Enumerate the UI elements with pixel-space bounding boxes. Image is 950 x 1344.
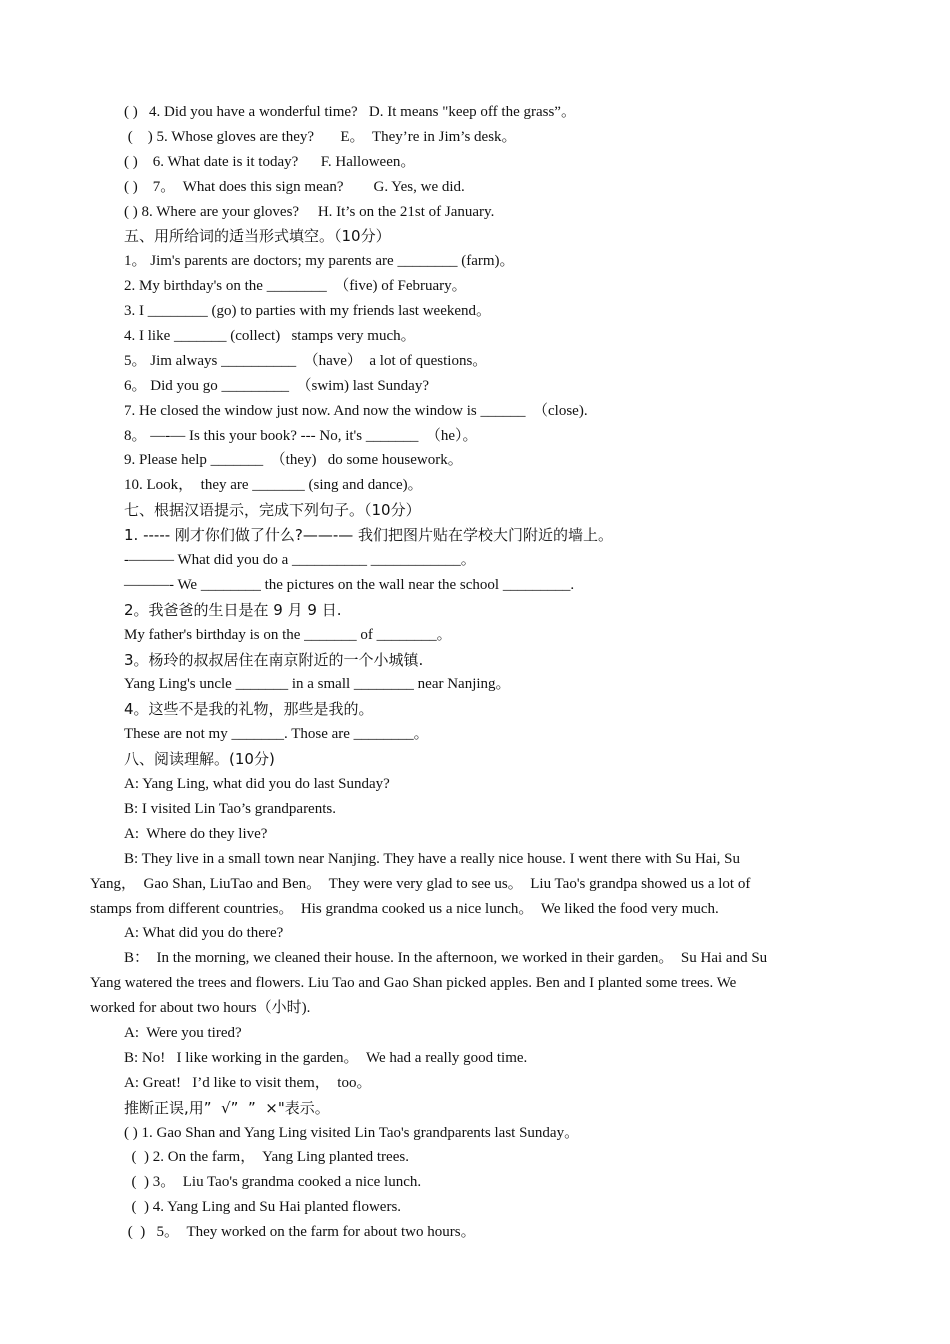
- section-7-line-9: These are not my _______. Those are ________。: [124, 726, 429, 743]
- section-5-item-3: 3. I ________ (go) to parties with my friends last weekend。: [124, 303, 492, 320]
- section-5-item-10: 10. Look， they are _______ (sing and dance)。: [124, 477, 423, 494]
- paragraph-1-line-1: B: They live in a small town near Nanjing. They have a really nice house. I went there with Su Hai, Su: [124, 850, 740, 867]
- paragraph-1-line-2: Yang， Gao Shan, LiuTao and Ben。 They were very glad to see us。 Liu Tao's grandpa showed us a lot of: [90, 875, 751, 892]
- matching-item-6: ( ) 6. What date is it today? F. Halloween。: [124, 153, 416, 170]
- section-5-item-1: 1。 Jim's parents are doctors; my parents are ________ (farm)。: [124, 253, 515, 270]
- dialogue-end-line-3: A: Great! I’d like to visit them， too。: [124, 1074, 372, 1091]
- dialogue-end-line-1: A: Were you tired?: [124, 1024, 242, 1041]
- section-5-item-8: 8。 —-— Is this your book? --- No, it's _______ （he）。: [124, 427, 478, 444]
- section-5-item-6: 6。 Did you go _________ （swim) last Sunday?: [124, 377, 429, 394]
- section-5-item-7: 7. He closed the window just now. And now the window is ______ （close).: [124, 402, 588, 419]
- section-7-line-1: 1. ----- 刚才你们做了什么?——-— 我们把图片贴在学校大门附近的墙上。: [124, 526, 614, 545]
- section-7-line-5: My father's birthday is on the _______ of ________。: [124, 626, 452, 643]
- section-7-line-2: -——— What did you do a __________ ____________。: [124, 552, 476, 569]
- judge-item-3: ( ) 3。 Liu Tao's grandma cooked a nice lunch.: [124, 1174, 422, 1191]
- section-5-item-9: 9. Please help _______ （they) do some housework。: [124, 452, 463, 469]
- paragraph-1-line-3: stamps from different countries。 His grandma cooked us a nice lunch。 We liked the food very much.: [90, 900, 719, 917]
- section-5-heading: 五、用所给词的适当形式填空。（10分）: [124, 227, 391, 246]
- paragraph-2-line-2: Yang watered the trees and flowers. Liu Tao and Gao Shan picked apples. Ben and I planted some trees. We: [90, 975, 737, 992]
- section-7-line-7: Yang Ling's uncle _______ in a small ________ near Nanjing。: [124, 676, 511, 693]
- dialogue-line-2: B: I visited Lin Tao’s grandparents.: [124, 800, 336, 817]
- section-7-heading: 七、根据汉语提示，完成下列句子。（10分）: [124, 501, 421, 520]
- dialogue-line-1: A: Yang Ling, what did you do last Sunday?: [124, 776, 390, 793]
- judge-item-1: ( ) 1. Gao Shan and Yang Ling visited Lin Tao's grandparents last Sunday。: [124, 1124, 580, 1141]
- dialogue-end-line-2: B: No! I like working in the garden。 We had a really good time.: [124, 1049, 528, 1066]
- dialogue-question-2: A: What did you do there?: [124, 925, 284, 942]
- matching-item-4: ( ) 4. Did you have a wonderful time? D. It means "keep off the grass”。: [124, 104, 576, 120]
- paragraph-2-line-3: worked for about two hours（小时).: [90, 1000, 311, 1017]
- section-8-heading: 八、阅读理解。(10分): [124, 750, 275, 769]
- paragraph-2-line-1: B： In the morning, we cleaned their house. In the afternoon, we worked in their garden。 Su Hai and Su: [124, 950, 768, 967]
- exam-content: [0, 100, 950, 1245]
- section-7-line-8: 4。这些不是我的礼物，那些是我的。: [124, 700, 374, 719]
- section-7-line-3: ———- We ________ the pictures on the wall near the school _________.: [124, 576, 575, 593]
- section-5-item-5: 5。 Jim always __________ （have） a lot of questions。: [124, 352, 488, 369]
- section-5-item-2: 2. My birthday's on the ________ （five) of February。: [124, 278, 467, 295]
- matching-item-8: ( ) 8. Where are your gloves? H. It’s on the 21st of January.: [124, 203, 495, 220]
- section-7-line-6: 3。杨玲的叔叔居住在南京附近的一个小城镇.: [124, 650, 424, 669]
- section-7-line-4: 2。我爸爸的生日是在 9 月 9 日.: [124, 600, 342, 619]
- matching-item-7: ( ) 7。 What does this sign mean? G. Yes, we did.: [124, 178, 465, 195]
- judge-instruction: 推断正误,用” √” ” ×"表示。: [124, 1098, 330, 1117]
- dialogue-line-3: A: Where do they live?: [124, 825, 268, 842]
- matching-item-5: ( ) 5. Whose gloves are they? E。 They’re in Jim’s desk。: [124, 128, 517, 145]
- judge-item-5: ( ) 5。 They worked on the farm for about two hours。: [124, 1224, 476, 1241]
- judge-item-4: ( ) 4. Yang Ling and Su Hai planted flowers.: [124, 1199, 402, 1216]
- section-5-item-4: 4. I like _______ (collect) stamps very much。: [124, 328, 416, 345]
- judge-item-2: ( ) 2. On the farm， Yang Ling planted trees.: [124, 1149, 409, 1166]
